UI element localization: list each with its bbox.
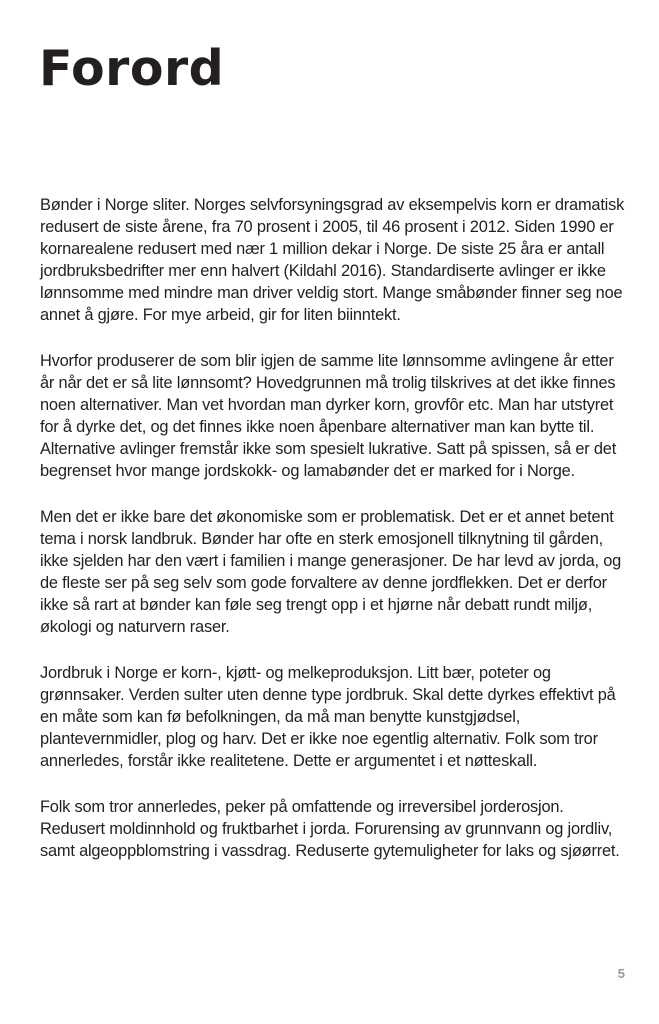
page-title: Forord — [39, 40, 225, 97]
body-text — [40, 194, 630, 886]
paragraph: Bønder i Norge sliter. Norges selvforsyningsgrad av eksempelvis korn er dramatisk redusert de siste årene, fra 70 prosent i 2005, til 46 prosent i 2012. Siden 1990 er kornarealene redusert med nær 1 million dekar i Norge. De siste 25 åra er antall jordbruksbedrifter mer enn halvert (Kildahl 2016). Standardiserte avlinger er ikke lønnsomme med mindre man driver veldig stort. Mange småbønder finner seg noe annet å gjøre. For mye arbeid, gir for liten biinntekt. — [40, 196, 625, 324]
paragraph: Folk som tror annerledes, peker på omfattende og irreversibel jorderosjon. Redusert moldinnhold og fruktbarhet i jorda. Forurensing av grunnvann og jordliv, samt algeoppblomstring i vassdrag. Reduserte gytemuligheter for laks og sjøørret. — [40, 798, 620, 860]
paragraph: Hvorfor produserer de som blir igjen de samme lite lønnsomme avlingene år etter år når det er så lite lønnsomt? Hovedgrunnen må trolig tilskrives at det ikke finnes noen alternativer. Man vet hvordan man dyrker korn, grovfôr etc. Man har utstyret for å dyrke det, og det finnes ikke noen åpenbare alternativer man kan bytte til. Alternative avlinger fremstår ikke som spesielt lukrative. Satt på spissen, så er det begrenset hvor mange jordskokk- og lamabønder det er marked for i Norge. — [40, 352, 617, 480]
page-number: 5 — [617, 966, 625, 981]
paragraph: Men det er ikke bare det økonomiske som er problematisk. Det er et annet betent tema i norsk landbruk. Bønder har ofte en sterk emosjonell tilknytning til gården, ikke sjelden har den vært i familien i mange generasjoner. De har levd av jorda, og de fleste ser på seg selv som gode forvaltere av denne jordflekken. Det er derfor ikke så rart at bønder kan føle seg trengt opp i et hjørne når debatt rundt miljø, økologi og naturvern raser. — [40, 508, 622, 636]
paragraph: Jordbruk i Norge er korn-, kjøtt- og melkeproduksjon. Litt bær, poteter og grønnsaker. Verden sulter uten denne type jordbruk. Skal dette dyrkes effektivt på en måte som kan fø befolkningen, da må man benytte kunstgjødsel, plantevernmidler, plog og harv. Det er ikke noe egentlig alternativ. Folk som tror annerledes, forstår ikke realitetene. Dette er argumentet i et nøtteskall. — [40, 664, 616, 770]
